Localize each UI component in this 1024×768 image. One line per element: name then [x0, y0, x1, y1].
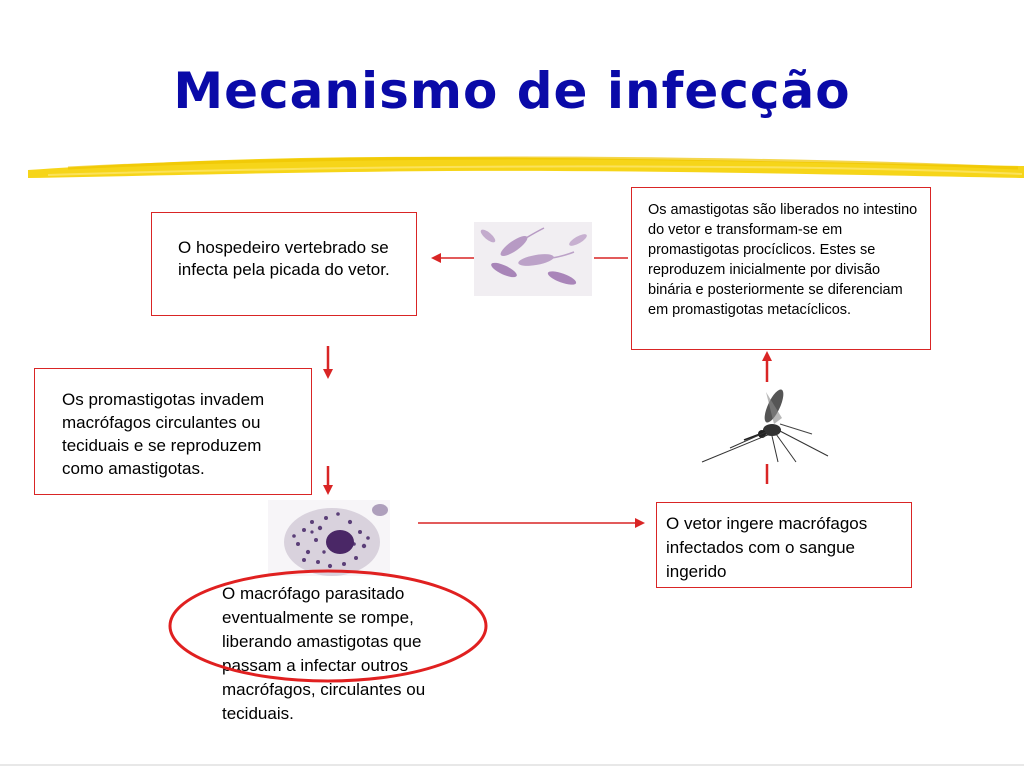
- slide-title: Mecanismo de infecção: [173, 62, 851, 120]
- rupture-highlight-circle: [170, 571, 486, 681]
- macrophage-rupture-text: O macrófago parasitado eventualmente se rompe, liberando amastigotas que passam a infectar outros macrófagos, circulantes ou teciduais.: [222, 584, 426, 723]
- amastigote-release-text: Os amastigotas são liberados no intestino do vetor e transformam-se em promastigotas procíclicos. Estes se reproduzem inicialmente por divisão binária e posteriormente se diferenciam em promastigotas metacíclicos.: [648, 202, 918, 318]
- footer-divider: [0, 764, 1024, 766]
- host-infection-text: O hospedeiro vertebrado se infecta pela picada do vetor.: [178, 238, 390, 279]
- promastigote-invasion-text: Os promastigotas invadem macrófagos circulantes ou teciduais e se reproduzem como amastigotas.: [62, 390, 265, 478]
- vector-ingestion-text: O vetor ingere macrófagos infectados com o sangue ingerido: [666, 514, 868, 581]
